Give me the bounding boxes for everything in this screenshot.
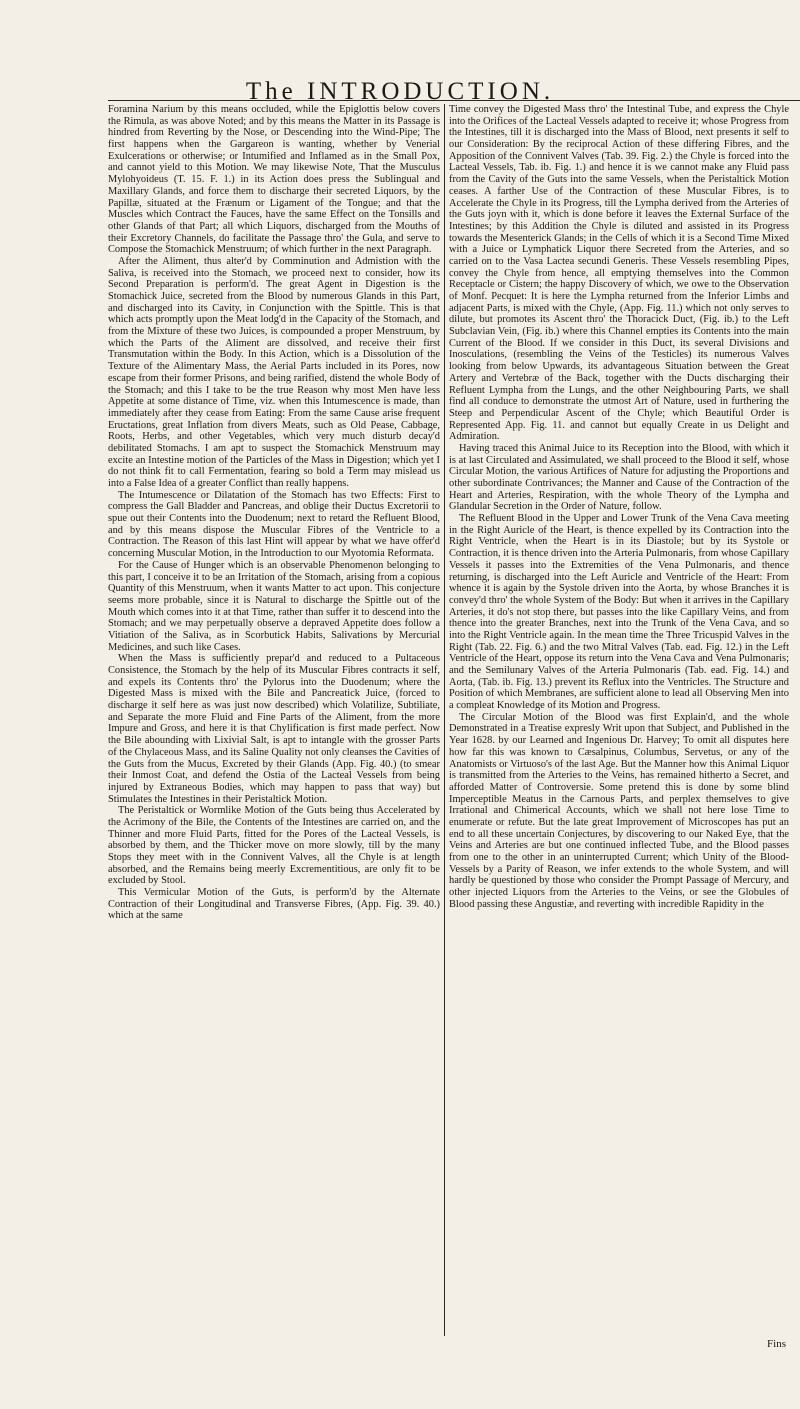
catchword: Fins <box>767 1338 786 1350</box>
running-header <box>0 78 800 106</box>
paragraph: Time convey the Digested Mass thro' the Intestinal Tube, and express the Chyle into the Orifices of the Lacteal Vessels adapted to receive it; whose Progress from the Intestines, till it is discharged into the Mass of Blood, next presents it self to our Consideration: By the reciprocal Action of these differing Fibres, and the Apposition of the Connivent Valves (Tab. 39. Fig. 2.) the Chyle is forced into the Lacteal Vessels, Tab. ib. Fig. 1.) and hence it is we cannot make any Fluid pass from the Cavity of the Guts into the same Vessels, when the Peristaltick Motion ceases. A farther Use of the Contraction of these Muscular Fibres, is to Accelerate the Chyle in its Progress, till the Lympha derived from the Arteries of the Guts joyn with it, which is done before it leaves the External Surface of the Intestines; by this Addition the Chyle is diluted and assisted in its Progress towards the Mesenterick Glands; in the Cells of which it is a Second Time Mixed with a Juice or Lymphatick Liquor there Secreted from the Arteries, and so carried on to the Vasa Lactea secundi Generis. These Vessels resembling Pipes, convey the Chyle from hence, all emptying themselves into the Common Receptacle or Cistern; the happy Discovery of which, we owe to the Observation of Monf. Pecquet: It is here the Lympha returned from the Inferior Limbs and adjacent Parts, is mixed with the Chyle, (App. Fig. 11.) which not only serves to dilute, but promotes its Ascent thro' the Thoracick Duct, (Fig. ib.) to the Left Subclavian Vein, (Fig. ib.) where this Channel empties its Contents into the main Current of the Blood. If we consider in this Duct, its several Divisions and Inosculations, (resembling the Veins of the Testicles) its numerous Valves looking from below Upwards, its advantageous Situation between the Great Artery and Vertebræ of the Back, together with the Ducts discharging their Refluent Lympha from the Lungs, and the other Neighbouring Parts, we shall find all conduce to demonstrate the utmost Art of Nature, used in furthering the Steep and Perpendicular Ascent of the Chyle; which Beautiful Order is Represented App. Fig. 11. and cannot but equally Create in us Delight and Admiration. <box>449 104 789 443</box>
header-rule <box>108 100 800 101</box>
header-article: The <box>245 78 297 105</box>
paragraph: For the Cause of Hunger which is an observable Phenomenon belonging to this part, I conceive it to be an Irritation of the Stomach, arising from a copious Quantity of this Menstruum, when it wants Matter to act upon. This conjecture seems more probable, since it is Natural to discharge the Spittle out of the Mouth which comes into it at that Time, rather than suffer it to descend into the Stomach; and we may perpetually observe a depraved Appetite does follow a Vitiation of the Saliva, as in Scorbutick Habits, Salivations by Mercurial Medicines, and such like Cases. <box>108 559 440 653</box>
paragraph: After the Aliment, thus alter'd by Comminution and Admistion with the Saliva, is received into the Stomach, we proceed next to consider, how its Second Preparation is perform'd. The great Agent in Digestion is the Stomachick Juice, secreted from the Blood by numerous Glands in this Part, and discharged into its Cavity, in Conjunction with the Spittle. This is that which acts promptly upon the Meat lodg'd in the Capacity of the Stomach, and from the Mixture of these two Juices, is compounded a proper Menstruum, by which the Parts of the Aliment are dissolved, and receive their first Transmutation within the Body. In this Action, which is a Dissolution of the Texture of the Alimentary Mass, the Aerial Parts included in its Pores, now escape from their former Prisons, and being rarified, distend the whole Body of the Stomach; and this I take to be the true Reason why most Men have less Appetite at some distance of Time, viz. when this Intumescence is made, than immediately after they cease from Eating: From the same Cause arise frequent Eructations, great Inflation from divers Meats, such as Old Pease, Cabbage, Roots, Herbs, and other Vegetables, which very much disturb decay'd debilitated Stomachs. I am apt to suspect the Stomachick Menstruum may excite an Intestine motion of the Particles of the Mass in Digestion; which yet I do not think fit to call Fermentation, fearing so bold a Term may mislead us into a False Idea of a greater Conflict than really happens. <box>108 255 440 489</box>
column-divider <box>444 104 445 1336</box>
paragraph: Having traced this Animal Juice to its Reception into the Blood, with which it is at last Circulated and Assimulated, we shall proceed to the Blood it self, whose Circular Motion, the various Artifices of Nature for adjusting the Proportions and other subordinate Contrivances; the Manner and Cause of the Contraction of the Heart and Arteries, Respiration, with the whole Theory of the Lympha and Glandular Secretion in the Order of Nature, follow. <box>449 442 789 513</box>
paragraph: Foramina Narium by this means occluded, while the Epiglottis below covers the Rimula, as was above Noted; and by this means the Matter in its Passage is hindred from Reverting by the Nose, or Descending into the Wind-Pipe; The first happens when the Gargareon is wanting, whether by Venerial Exulcerations or otherwise; or Intumified and Inflamed as in the Small Pox, and cannot yield to this Motion. We may likewise Note, That the Musculus Mylohyoideus (T. 15. F. 1.) in its Action does press the Sublingual and Maxillary Glands, and force them to discharge their secreted Liquors, by the Papillæ, situated at the Frænum or Ligament of the Tongue; and that the Muscles which Contract the Fauces, have the same Effect on the Tonsills and other Glands of that Part; all which Liquors, discharged from the Mouths of their Excretory Channels, do facilitate the Passage thro' the Gula, and serve to Compose the Stomachick Menstruum; of which further in the next Paragraph. <box>108 104 440 256</box>
right-column <box>449 104 789 1336</box>
paragraph: The Refluent Blood in the Upper and Lower Trunk of the Vena Cava meeting in the Right Auricle of the Heart, is thence expelled by its Contraction into the Right Ventricle, when the Heart is in its Diastole; but by its Systole or Contraction, it is thence driven into the Arteria Pulmonaris, from whose Capillary Vessels it passes into the Extremities of the Vena Pulmonaris, and thence returning, is discharged into the Left Auricle and Ventricle of the Heart: From whence it is again by the Systole driven into the Aorta, by whose Branches it is convey'd thro' the whole System of the Body: But when it arrives in the Capillary Arteries, it do's not stop there, but passes into the like Capillary Veins, and from thence into the greater Branches, next into the Trunk of the Vena Cava, and so into the Right Ventricle again. In the mean time the Three Tricuspid Valves in the Right (Tab. 22. Fig. 6.) and the two Mitral Valves (Tab. ead. Fig. 12.) in the Left Ventricle of the Heart, oppose its return into the Vena Cava and Vena Pulmonaris; and the Semilunary Valves of the Arteria Pulmonaris (Tab. ead. Fig. 14.) and Aorta, (Tab. ib. Fig. 13.) prevent its Reflux into the Ventricles. The Structure and Position of which Membranes, are sufficient alone to lead all Observing Men into a compleat Knowledge of its Motion and Progress. <box>449 513 789 712</box>
paragraph: The Peristaltick or Wormlike Motion of the Guts being thus Accelerated by the Acrimony of the Bile, the Contents of the Intestines are carried on, and the Thinner and more Fluid Parts, fitted for the Pores of the Lacteal Vessels, is absorbed by them, and the Thicker move on more slowly, till by the many Stops they meet with in the Connivent Valves, all the Chyle is at length absorbed, and the Remains being meerly Excrementitious, are only fit to be excluded by Stool. <box>108 805 440 887</box>
paragraph: This Vermicular Motion of the Guts, is perform'd by the Alternate Contraction of their Longitudinal and Transverse Fibres, (App. Fig. 39. 40.) which at the same <box>108 887 440 922</box>
header-title: INTRODUCTION. <box>307 78 555 105</box>
paragraph: The Circular Motion of the Blood was first Explain'd, and the whole Demonstrated in a Treatise expresly Writ upon that Subject, and Published in the Year 1628. by our Learned and Ingenious Dr. Harvey; To omit all disputes here how far this was known to Cæsalpinus, Columbus, Servetus, or any of the Anatomists or Virtuoso's of the last Age. But the Manner how this Animal Liquor is transmitted from the Arteries to the Veins, has remained hitherto a Secret, and afforded Matter of Controversie. Some pretend this is done by some blind Imperceptible Meatus in the Carnous Parts, and perplex themselves to give Irrational and Chimerical Accounts, which we shall not here lose Time to enumerate or refute. But the late great Improvement of Microscopes has put an end to all these uncertain Conjectures, by discovering to our Naked Eye, that the Veins and Arteries are but one continued inflected Tube, and the Blood passes from one to the other in an uninterrupted Current; which Unity of the Blood-Vessels by a Parity of Reason, we infer extends to the whole System, and will hardly be questioned by those who consider the Prompt Passage of Mercury, and other injected Liquors from the Arteries to the Veins, or see the Globules of Blood passing these Angustiæ, and reverting with incredible Rapidity in the <box>449 711 789 910</box>
paragraph: When the Mass is sufficiently prepar'd and reduced to a Pultaceous Consistence, the Stomach by the help of its Muscular Fibres contracts it self, and expels its Contents thro' the Pylorus into the Duodenum; where the Digested Mass is mixed with the Bile and Pancreatick Juice, (forced to discharge it self here as was just now described) which Volatilize, Subtiliate, and Separate the more Fluid and Fine Parts of the Aliment, from the more Impure and Gross, and here it is that Chylification is first made perfect. Now the Bile abounding with Lixivial Salt, is apt to intangle with the grosser Parts of the Chylaceous Mass, and its Saline Quality not only cleanses the Cavities of the Guts from the Mucus, Excreted by their Glands (App. Fig. 40.) (to smear their Inmost Coat, and defend the Ostia of the Lacteal Vessels from being injured by Extraneous Bodies, which may happen to pass that way) but Stimulates the Intestines in their Peristaltick Motion. <box>108 653 440 805</box>
left-column <box>108 104 440 1336</box>
paragraph: The Intumescence or Dilatation of the Stomach has two Effects: First to compress the Gall Bladder and Pancreas, and oblige their Ductus Excretorii to spue out their Contents into the Duodenum; next to retard the Refluent Blood, and by this means dispose the Muscular Fibres of the Ventricle to a Contraction. The Reason of this last Hint will appear by what we have offer'd concerning Muscular Motion, in the Introduction to our Myotomia Reformata. <box>108 489 440 560</box>
